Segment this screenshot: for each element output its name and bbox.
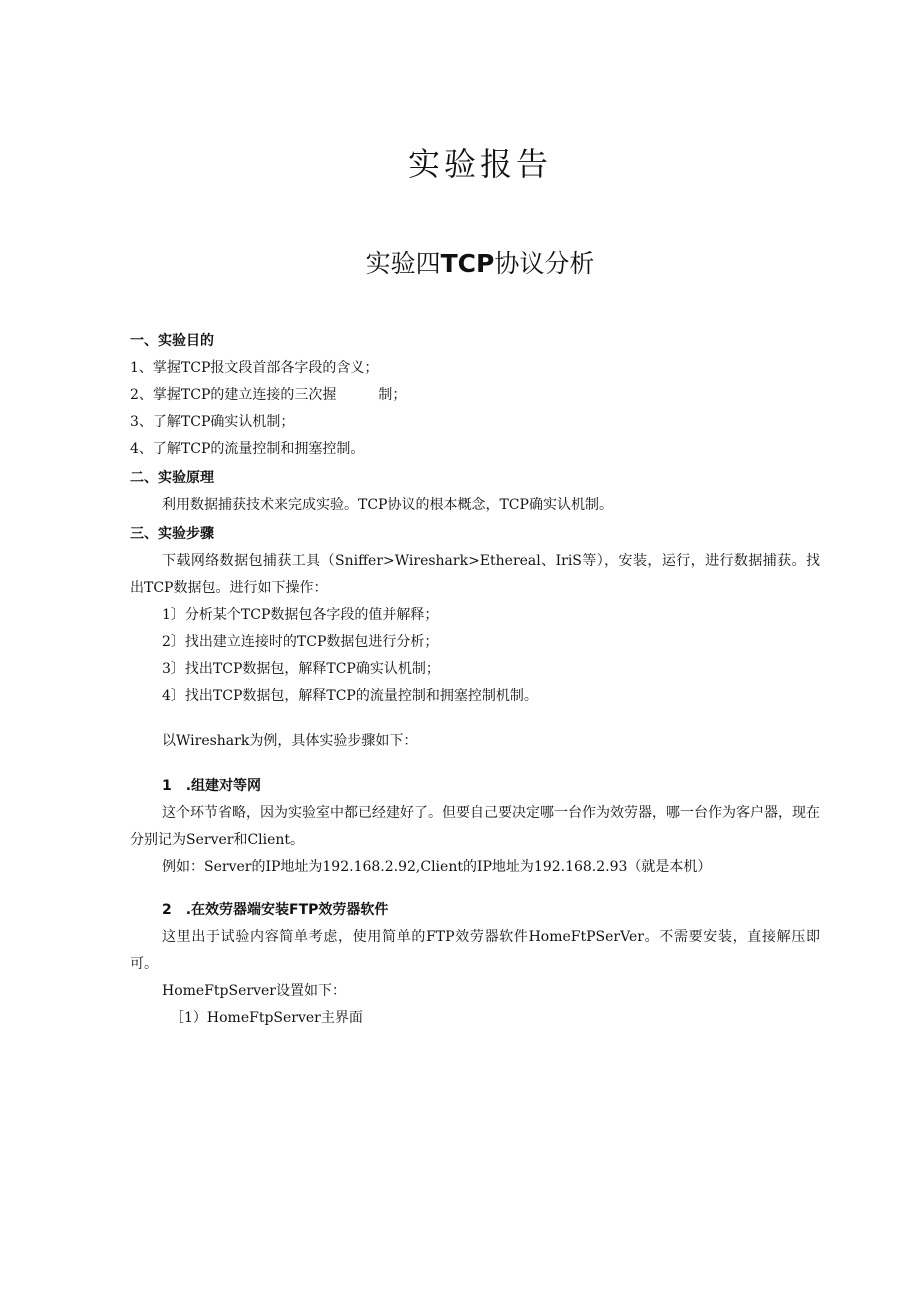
experiment-subtitle (0, 246, 920, 282)
purpose-item-1: 1、掌握TCP报文段首部各字段的含义； (130, 360, 379, 376)
section-principle-heading: 二、实验原理 (130, 470, 214, 486)
step2-text: 这里出于试验内容简单考虑，使用简单的FTP效劳器软件HomeFtPSerVer。不需要安装，直接解压即可。 (130, 929, 820, 972)
purpose-item-3: 3、了解TCP确实认机制； (130, 414, 295, 430)
step2-sub-item: ［1）HomeFtpServer主界面 (170, 1010, 363, 1026)
step1-example: 例如：Server的IP地址为192.168.2.92,Client的IP地址为192.168.2.93（就是本机） (162, 859, 712, 875)
section-steps-heading: 三、实验步骤 (130, 526, 214, 542)
steps-intro: 下载网络数据包捕获工具（Sniffer>Wireshark>Ethereal、IriS等），安装，运行，进行数据捕获。找出TCP数据包。进行如下操作： (130, 553, 820, 596)
purpose-item-4: 4、了解TCP的流量控制和拥塞控制。 (130, 441, 365, 457)
step1-heading: 1 .组建对等网 (162, 778, 262, 794)
step2-settings: HomeFtpServer设置如下： (162, 983, 346, 999)
step2-heading: 2 .在效劳器端安装FTP效劳器软件 (162, 902, 389, 918)
principle-text: 利用数据捕获技术来完成实验。TCP协议的根本概念，TCP确实认机制。 (162, 497, 613, 513)
page-title: 实验报告 (407, 145, 552, 183)
subtitle-prefix: 实验四 (365, 249, 441, 278)
section-purpose-heading: 一、实验目的 (130, 333, 214, 349)
example-intro: 以Wireshark为例，具体实验步骤如下： (162, 733, 418, 749)
purpose-item-2: 2、掌握TCP的建立连接的三次握 制； (130, 387, 407, 403)
subtitle-suffix: 协议分析 (494, 249, 595, 278)
step-list-item-1: 1〕分析某个TCP数据包各字段的值并解释； (162, 607, 439, 623)
report-body (130, 328, 820, 1032)
step-list-item-3: 3〕找出TCP数据包，解释TCP确实认机制； (162, 661, 440, 677)
step-list-item-2: 2〕找出建立连接时的TCP数据包进行分析； (162, 634, 439, 650)
step1-text: 这个环节省略，因为实验室中都已经建好了。但要自己要决定哪一台作为效劳器，哪一台作为客户器，现在分别记为Server和Client。 (130, 805, 820, 848)
step-list-item-4: 4〕找出TCP数据包，解释TCP的流量控制和拥塞控制机制。 (162, 688, 538, 704)
subtitle-bold: TCP (440, 249, 495, 278)
